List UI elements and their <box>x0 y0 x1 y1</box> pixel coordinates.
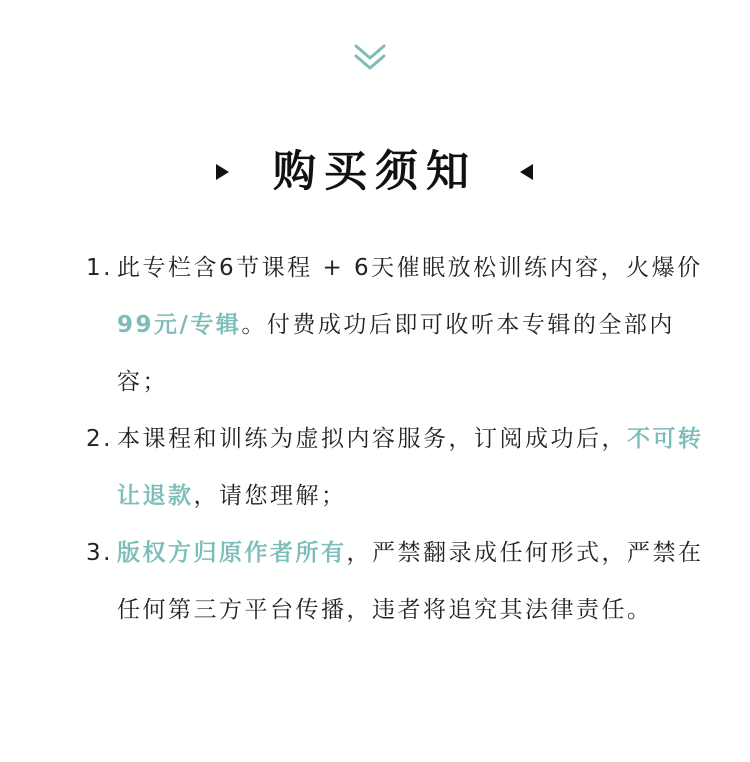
note-highlight: 99元/专辑 <box>117 312 242 338</box>
note-number: 1. <box>86 255 113 281</box>
triangle-left-icon <box>520 164 533 180</box>
note-highlight: 不可转让退款 <box>117 426 704 509</box>
purchase-notes-list <box>86 240 706 639</box>
note-number: 3. <box>86 540 113 566</box>
note-number: 2. <box>86 426 113 452</box>
note-item <box>86 525 706 639</box>
note-text: ，请您理解； <box>193 483 347 509</box>
note-item <box>86 240 706 411</box>
note-text: 本课程和训练为虚拟内容服务，订阅成功后， <box>117 426 627 452</box>
note-text: ，严禁翻录成任何形式，严禁在任何第三方平台传播，违者将追究其法律责任。 <box>117 540 704 623</box>
page-title: 购买须知 <box>273 147 477 197</box>
double-chevron-down-icon <box>352 40 388 76</box>
note-highlight: 版权方归原作者所有 <box>117 540 347 566</box>
note-text: 此专栏含6节课程 + 6天催眠放松训练内容，火爆价 <box>117 255 703 281</box>
title-row <box>0 140 750 204</box>
triangle-right-icon <box>216 164 229 180</box>
note-item <box>86 411 706 525</box>
note-text: 。付费成功后即可收听本专辑的全部内容； <box>117 312 675 395</box>
